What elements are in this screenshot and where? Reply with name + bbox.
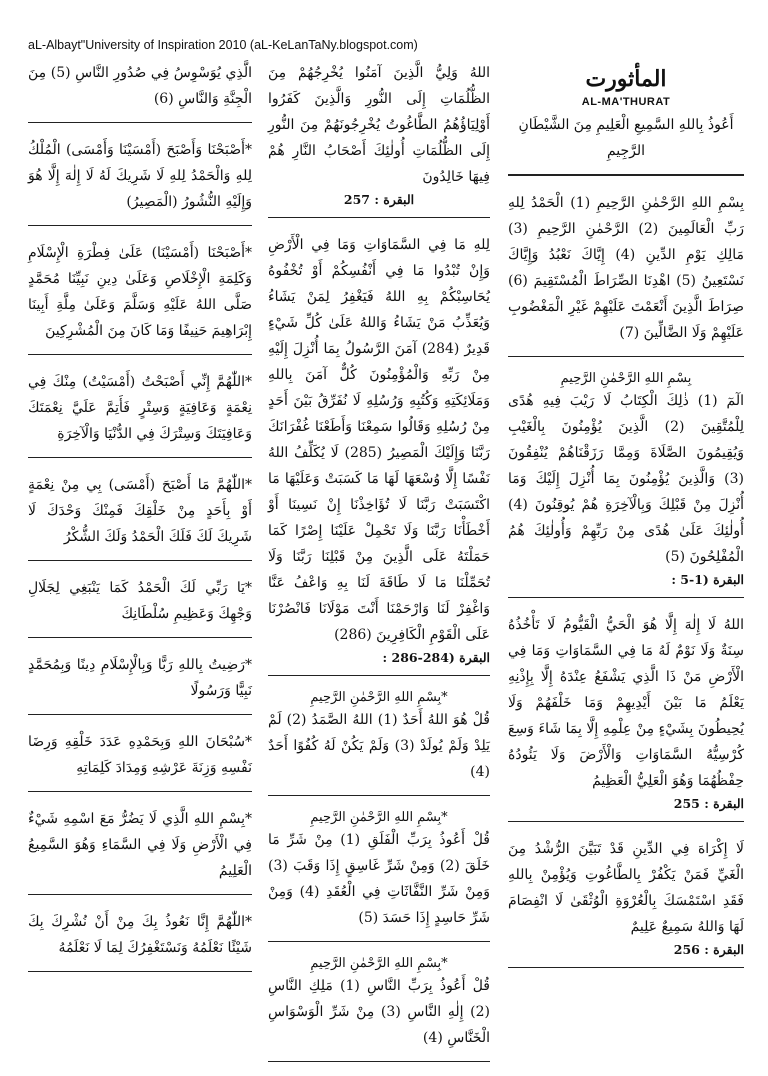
surah-reference: البقرة (1-5 : [671, 572, 744, 587]
surah-nas-text: قُلْ أَعُوذُ بِرَبِّ النَّاسِ (1) مَلِكِ النَّاسِ (2) إِلٰهِ النَّاسِ (3) مِنْ شَرِّ الْوَسْوَاسِ الْخَنَّاسِ (4) [268, 978, 491, 1046]
bismillah-heading: *بِسْمِ اللهِ الرَّحْمٰنِ الرَّحِيمِ [310, 810, 448, 825]
ayah-257-text: اللهُ وَلِيُّ الَّذِينَ آمَنُوا يُخْرِجُهُمْ مِنَ الظُّلُمَاتِ إِلَى النُّورِ وَالَّذِينَ كَفَرُوا أَوْلِيَاؤُهُمُ الطَّاغُوتُ يُخْرِجُونَهُمْ مِنَ النُّورِ إِلَى الظُّلُمَاتِ أُولٰئِكَ أَصْحَابُ النَّارِ هُمْ فِيهَا خَالِدُونَ [268, 65, 490, 185]
divider [508, 967, 744, 968]
divider [508, 821, 744, 822]
left-column [28, 60, 252, 986]
bismillah-heading: *بِسْمِ اللهِ الرَّحْمٰنِ الرَّحِيمِ [310, 690, 448, 705]
baqarah-1-5-text: الٓمٓ (1) ذٰلِكَ الْكِتَابُ لَا رَيْبَ فِيهِ هُدًى لِلْمُتَّقِينَ (2) الَّذِينَ يُؤْمِنُونَ بِالْغَيْبِ وَيُقِيمُونَ الصَّلَاةَ وَمِمَّا رَزَقْنَاهُمْ يُنْفِقُونَ (3) وَالَّذِينَ يُؤْمِنُونَ بِمَا أُنْزِلَ إِلَيْكَ وَمَا أُنْزِلَ مِنْ قَبْلِكَ وَبِالْآخِرَةِ هُمْ يُوقِنُونَ (4) أُولٰئِكَ عَلَىٰ هُدًى مِنْ رَبِّهِمْ وَأُولٰئِكَ هُمُ الْمُفْلِحُونَ (5) [508, 393, 744, 565]
page-subtitle: AL-MA'THURAT [581, 96, 671, 108]
bismillah-heading: *بِسْمِ اللهِ الرَّحْمٰنِ الرَّحِيمِ [310, 956, 448, 971]
page-title: المأثورت [585, 66, 667, 92]
divider [268, 795, 490, 796]
bismillah-heading: بِسْمِ اللهِ الرَّحْمٰنِ الرَّحِيمِ [560, 371, 692, 386]
surah-reference: البقرة : 256 [673, 942, 744, 957]
ayah-256-text: لَا إِكْرَاهَ فِي الدِّينِ قَدْ تَبَيَّنَ الرُّشْدُ مِنَ الْغَيِّ فَمَنْ يَكْفُرْ بِالطَّاغُوتِ وَيُؤْمِنْ بِاللهِ فَقَدِ اسْتَمْسَكَ بِالْعُرْوَةِ الْوُثْقَىٰ لَا انْفِصَامَ لَهَا وَاللهُ سَمِيعٌ عَلِيمٌ [508, 841, 744, 935]
divider [268, 217, 490, 218]
middle-column [268, 60, 490, 1076]
divider [268, 941, 490, 942]
dua-text: *اللّٰهُمَّ إِنِّي أَصْبَحْتُ (أَمْسَيْتُ) مِنْكَ فِي نِعْمَةٍ وَعَافِيَةٍ وَسِتْرٍ فَأَتِمَّ عَلَيَّ نِعْمَتَكَ وَعَافِيَتَكَ وَسِتْرَكَ فِي الدُّنْيَا وَالْآخِرَةِ [28, 374, 252, 442]
page-header: aL-Albayt"University of Inspiration 2010 (aL-KeLanTaNy.blogspot.com) [28, 38, 418, 52]
divider [28, 225, 252, 226]
divider [28, 791, 252, 792]
divider [508, 597, 744, 598]
surah-reference: البقرة : 255 [673, 796, 744, 811]
surah-reference: البقرة : 257 [343, 192, 415, 207]
dua-text: *سُبْحَانَ اللهِ وَبِحَمْدِهِ عَدَدَ خَلْقِهِ وَرِضَا نَفْسِهِ وَزِنَةَ عَرْشِهِ وَمِدَادَ كَلِمَاتِهِ [28, 734, 252, 776]
divider [268, 675, 490, 676]
surah-falaq-text: قُلْ أَعُوذُ بِرَبِّ الْفَلَقِ (1) مِنْ شَرِّ مَا خَلَقَ (2) وَمِنْ شَرِّ غَاسِقٍ إِذَا وَقَبَ (3) وَمِنْ شَرِّ النَّفَّاثَاتِ فِي الْعُقَدِ (4) وَمِنْ شَرِّ حَاسِدٍ إِذَا حَسَدَ (5) [268, 832, 490, 926]
dua-text: *رَضِيتُ بِاللهِ رَبًّا وَبِالْإِسْلَامِ دِينًا وَبِمُحَمَّدٍ نَبِيًّا وَرَسُولًا [28, 657, 252, 699]
divider [28, 714, 252, 715]
surah-ikhlas-text: قُلْ هُوَ اللهُ أَحَدٌ (1) اللهُ الصَّمَدُ (2) لَمْ يَلِدْ وَلَمْ يُولَدْ (3) وَلَمْ يَكُنْ لَهُ كُفُوًا أَحَدٌ (4) [268, 712, 490, 780]
dua-text: *اللّٰهُمَّ إِنَّا نَعُوذُ بِكَ مِنْ أَنْ نُشْرِكَ بِكَ شَيْئًا نَعْلَمُهُ وَنَسْتَغْفِرُكَ لِمَا لَا نَعْلَمُهُ [28, 914, 252, 956]
divider [268, 1061, 490, 1062]
fatiha-text: بِسْمِ اللهِ الرَّحْمٰنِ الرَّحِيمِ (1) الْحَمْدُ لِلهِ رَبِّ الْعَالَمِينَ (2) الرَّحْمٰنِ الرَّحِيمِ (3) مَالِكِ يَوْمِ الدِّينِ (4) إِيَّاكَ نَعْبُدُ وَإِيَّاكَ نَسْتَعِينُ (5) اهْدِنَا الصِّرَاطَ الْمُسْتَقِيمَ (6) صِرَاطَ الَّذِينَ أَنْعَمْتَ عَلَيْهِمْ غَيْرِ الْمَغْضُوبِ عَلَيْهِمْ وَلَا الضَّالِّينَ (7) [508, 195, 745, 341]
divider [28, 894, 252, 895]
surah-nas-end-text: الَّذِي يُوَسْوِسُ فِي صُدُورِ النَّاسِ (5) مِنَ الْجِنَّةِ وَالنَّاسِ (6) [28, 65, 252, 107]
divider [28, 560, 252, 561]
dua-text: *أَصْبَحْنَا وَأَصْبَحَ (أَمْسَيْنَا وَأَمْسَى) الْمُلْكُ لِلهِ وَالْحَمْدُ لِلهِ لَا شَرِيكَ لَهُ لَا إِلٰهَ إِلَّا هُوَ وَإِلَيْهِ النُّشُورُ (الْمَصِيرُ) [28, 142, 252, 210]
divider [28, 971, 252, 972]
right-column [508, 60, 744, 982]
taawwudh-text: أَعُوذُ بِاللهِ السَّمِيعِ الْعَلِيمِ مِنَ الشَّيْطَانِ الرَّجِيمِ [518, 117, 734, 159]
divider [28, 637, 252, 638]
dua-text: *بِسْمِ اللهِ الَّذِي لَا يَضُرُّ مَعَ اسْمِهِ شَيْءٌ فِي الْأَرْضِ وَلَا فِي السَّمَاءِ وَهُوَ السَّمِيعُ الْعَلِيمُ [28, 811, 252, 879]
divider [508, 174, 744, 176]
dua-text: *اللّٰهُمَّ مَا أَصْبَحَ (أَمْسَى) بِي مِنْ نِعْمَةٍ أَوْ بِأَحَدٍ مِنْ خَلْقِكَ فَمِنْكَ وَحْدَكَ لَا شَرِيكَ لَكَ فَلَكَ الْحَمْدُ وَلَكَ الشُّكْرُ [28, 477, 252, 545]
surah-reference: البقرة (284-286 : [382, 650, 490, 665]
dua-text: *يَا رَبِّي لَكَ الْحَمْدُ كَمَا يَنْبَغِي لِجَلَالِ وَجْهِكَ وَعَظِيمِ سُلْطَانِكَ [28, 580, 252, 622]
divider [28, 122, 252, 123]
divider [28, 457, 252, 458]
ayat-284-286-text: لِلهِ مَا فِي السَّمَاوَاتِ وَمَا فِي الْأَرْضِ وَإِنْ تُبْدُوا مَا فِي أَنْفُسِكُمْ أَوْ تُخْفُوهُ يُحَاسِبْكُمْ بِهِ اللهُ فَيَغْفِرُ لِمَنْ يَشَاءُ وَيُعَذِّبُ مَنْ يَشَاءُ وَاللهُ عَلَىٰ كُلِّ شَيْءٍ قَدِيرٌ (284) آمَنَ الرَّسُولُ بِمَا أُنْزِلَ إِلَيْهِ مِنْ رَبِّهِ وَالْمُؤْمِنُونَ كُلٌّ آمَنَ بِاللهِ وَمَلَائِكَتِهِ وَكُتُبِهِ وَرُسُلِهِ لَا نُفَرِّقُ بَيْنَ أَحَدٍ مِنْ رُسُلِهِ وَقَالُوا سَمِعْنَا وَأَطَعْنَا غُفْرَانَكَ رَبَّنَا وَإِلَيْكَ الْمَصِيرُ (285) لَا يُكَلِّفُ اللهُ نَفْسًا إِلَّا وُسْعَهَا لَهَا مَا كَسَبَتْ وَعَلَيْهَا مَا اكْتَسَبَتْ رَبَّنَا لَا تُؤَاخِذْنَا إِنْ نَسِينَا أَوْ أَخْطَأْنَا رَبَّنَا وَلَا تَحْمِلْ عَلَيْنَا إِصْرًا كَمَا حَمَلْتَهُ عَلَى الَّذِينَ مِنْ قَبْلِنَا رَبَّنَا وَلَا تُحَمِّلْنَا مَا لَا طَاقَةَ لَنَا بِهِ وَاعْفُ عَنَّا وَاغْفِرْ لَنَا وَارْحَمْنَا أَنْتَ مَوْلَانَا فَانْصُرْنَا عَلَى الْقَوْمِ الْكَافِرِينَ (286) [268, 237, 490, 643]
dua-text: *أَصْبَحْنَا (أَمْسَيْنَا) عَلَىٰ فِطْرَةِ الْإِسْلَامِ وَكَلِمَةِ الْإِخْلَاصِ وَعَلَىٰ دِينِ نَبِيِّنَا مُحَمَّدٍ صَلَّى اللهُ عَلَيْهِ وَسَلَّمَ وَعَلَىٰ مِلَّةِ أَبِينَا إِبْرَاهِيمَ حَنِيفًا وَمَا كَانَ مِنَ الْمُشْرِكِينَ [28, 245, 252, 339]
divider [508, 356, 744, 357]
ayat-kursi-text: اللهُ لَا إِلٰهَ إِلَّا هُوَ الْحَيُّ الْقَيُّومُ لَا تَأْخُذُهُ سِنَةٌ وَلَا نَوْمٌ لَهُ مَا فِي السَّمَاوَاتِ وَمَا فِي الْأَرْضِ مَنْ ذَا الَّذِي يَشْفَعُ عِنْدَهُ إِلَّا بِإِذْنِهِ يَعْلَمُ مَا بَيْنَ أَيْدِيهِمْ وَمَا خَلْفَهُمْ وَلَا يُحِيطُونَ بِشَيْءٍ مِنْ عِلْمِهِ إِلَّا بِمَا شَاءَ وَسِعَ كُرْسِيُّهُ السَّمَاوَاتِ وَالْأَرْضَ وَلَا يَئُودُهُ حِفْظُهُمَا وَهُوَ الْعَلِيُّ الْعَظِيمُ [508, 617, 744, 789]
divider [28, 354, 252, 355]
